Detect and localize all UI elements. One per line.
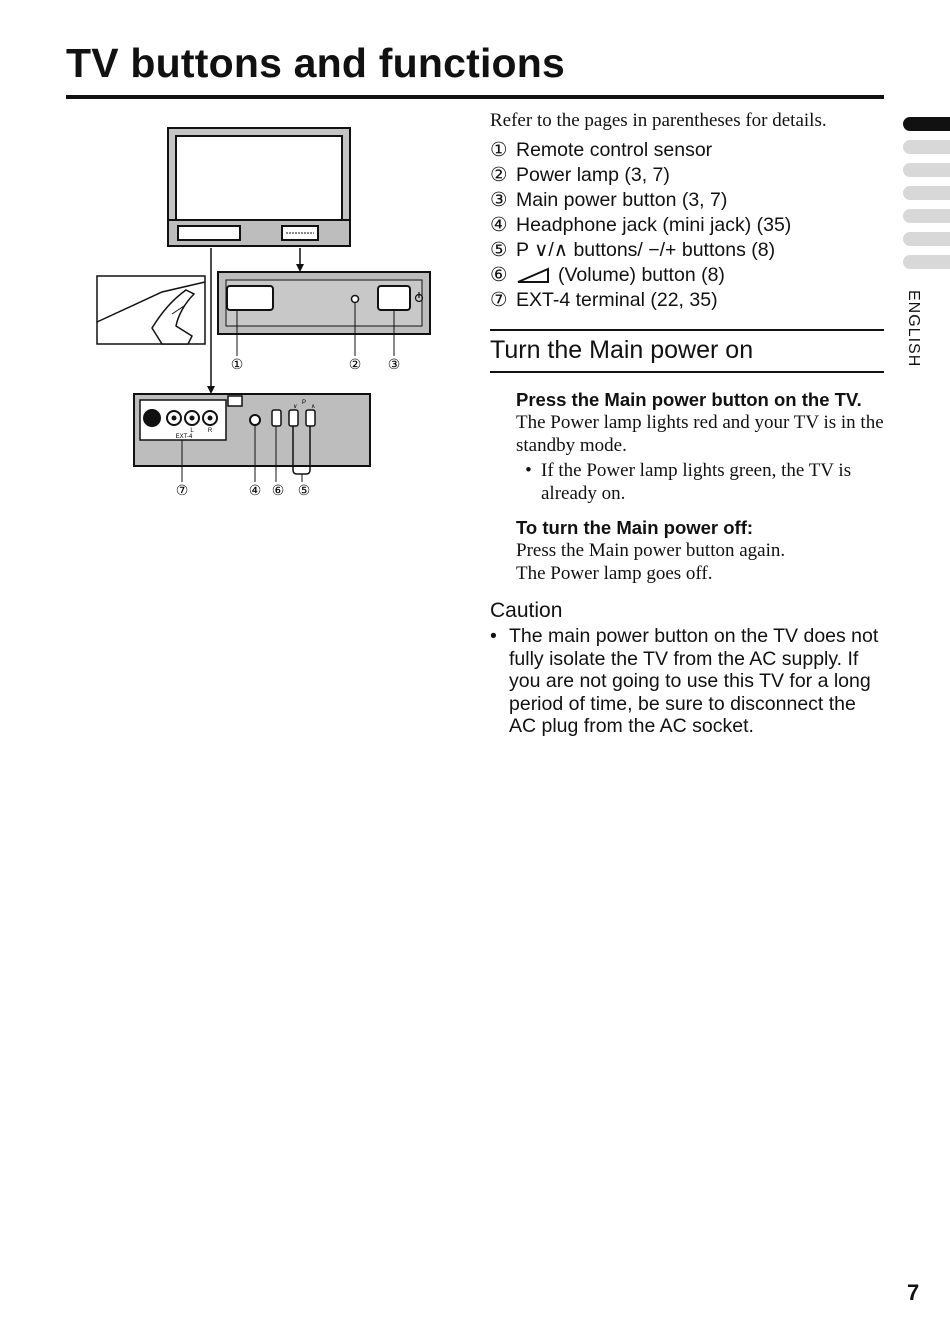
- caution-text: The main power button on the TV does not fully isolate the TV from the AC supply. If you are not going to use this TV for a long period of time, be sure to disconnect the AC plug from the AC socket.: [509, 625, 879, 738]
- power-off-title: To turn the Main power off:: [516, 517, 754, 538]
- part-item: [490, 238, 884, 263]
- part-number: ⑤: [490, 239, 508, 261]
- step-bullets: [516, 459, 884, 505]
- language-tab: [903, 186, 950, 200]
- caution-title: Caution: [490, 599, 563, 622]
- page-number: 7: [907, 1280, 920, 1305]
- step-bullet-text: If the Power lamp lights green, the TV is already on.: [541, 460, 852, 504]
- part-label: Remote control sensor: [516, 139, 713, 161]
- bullet-icon: •: [490, 625, 497, 647]
- part-number: ②: [490, 164, 508, 186]
- part-item: [490, 138, 884, 163]
- part-item: [490, 213, 884, 238]
- callout-1: ①: [230, 356, 244, 372]
- page-title: TV buttons and functions: [66, 40, 566, 86]
- language-tab: [903, 163, 950, 177]
- parts-list: [490, 138, 884, 313]
- intro-text: Refer to the pages in parentheses for details.: [490, 110, 827, 131]
- list-item: [490, 625, 884, 738]
- part-label: Main power button (3, 7): [516, 189, 728, 211]
- part-label: EXT-4 terminal (22, 35): [516, 289, 718, 311]
- part-number: ⑥: [490, 264, 508, 286]
- callout-4: ④: [248, 482, 262, 498]
- title-rule: [66, 95, 884, 99]
- step-text: The Power lamp lights red and your TV is in the standby mode.: [516, 412, 884, 456]
- callout-3: ③: [387, 356, 401, 372]
- section-header: [490, 329, 884, 373]
- right-column: [490, 110, 884, 738]
- part-number: ③: [490, 189, 508, 211]
- main-power-step: [516, 389, 884, 585]
- part-item: [490, 263, 884, 288]
- part-number: ④: [490, 214, 508, 236]
- p-label: P: [302, 400, 307, 406]
- front-control-panel: [218, 272, 430, 356]
- part-label: Headphone jack (mini jack) (35): [516, 214, 792, 236]
- tv-outline: [168, 128, 350, 246]
- ext4-label: EXT-4: [175, 434, 193, 440]
- part-number: ⑦: [490, 289, 508, 311]
- language-tab: [903, 209, 950, 223]
- section-heading: Turn the Main power on: [490, 336, 754, 364]
- hand-pressing-icon: [97, 276, 205, 344]
- power-off-line: The Power lamp goes off.: [516, 563, 713, 584]
- language-tab: [903, 232, 950, 246]
- part-number: ①: [490, 139, 508, 161]
- part-label: Power lamp (3, 7): [516, 164, 670, 186]
- language-tab-active: [903, 117, 950, 131]
- callout-2: ②: [348, 356, 362, 372]
- p-up-label: ∧: [311, 404, 316, 410]
- part-item: [490, 288, 884, 313]
- jack-label-left: L: [190, 428, 194, 434]
- language-tab: [903, 255, 950, 269]
- side-language-label: ENGLISH: [905, 290, 922, 368]
- part-label: P ∨/∧ buttons/ −/+ buttons (8): [516, 239, 776, 261]
- jack-label-right: R: [207, 428, 213, 434]
- caution-list: [490, 625, 884, 738]
- step-title: Press the Main power button on the TV.: [516, 389, 862, 410]
- bullet-icon: •: [525, 460, 532, 481]
- list-item: [516, 459, 884, 505]
- callout-5: ⑤: [297, 482, 311, 498]
- p-down-label: ∨: [293, 404, 298, 410]
- power-off-line: Press the Main power button again.: [516, 540, 786, 561]
- tv-front-panel-illustration: [92, 122, 442, 512]
- callout-6: ⑥: [271, 482, 285, 498]
- callout-7: ⑦: [175, 482, 189, 498]
- language-tab: [903, 140, 950, 154]
- part-item: [490, 163, 884, 188]
- volume-icon: [516, 267, 552, 285]
- part-label: (Volume) button (8): [558, 264, 725, 286]
- part-item: [490, 188, 884, 213]
- terminal-panel: [134, 394, 370, 482]
